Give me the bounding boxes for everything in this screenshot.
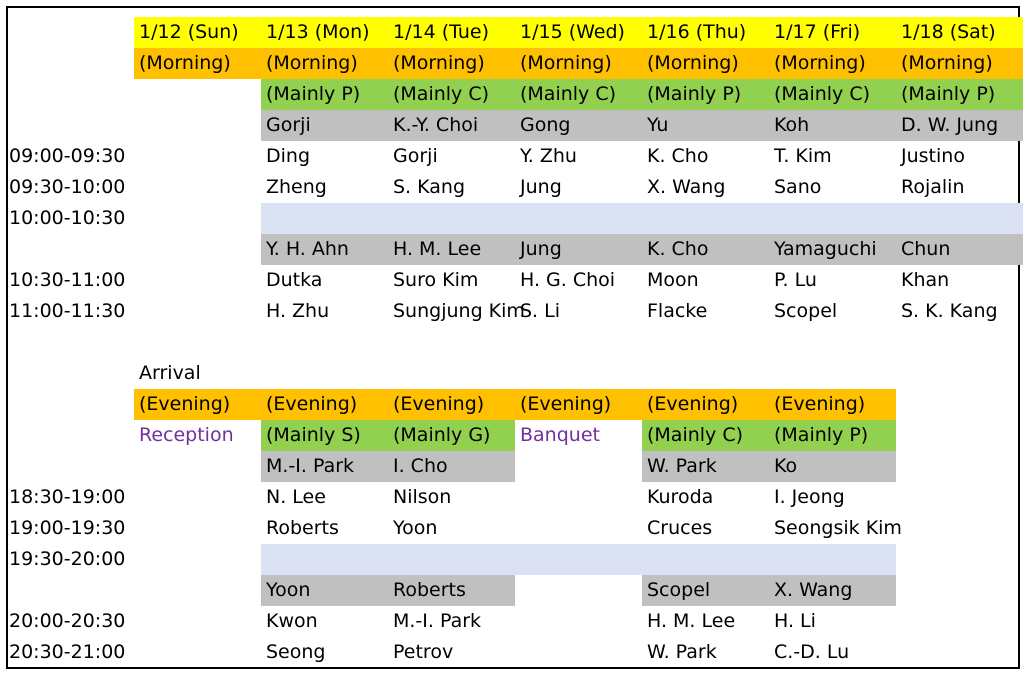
morning-chair-row-1 <box>8 110 1020 141</box>
session-topic: (Mainly G) <box>393 424 491 446</box>
session-topic: (Mainly P) <box>774 424 869 446</box>
speaker: Seong <box>266 641 326 663</box>
speaker: Rojalin <box>901 176 965 198</box>
speaker: T. Kim <box>774 145 832 167</box>
session-chair: Yamaguchi <box>774 238 877 260</box>
speaker: Kwon <box>266 610 318 632</box>
time-slot: 09:30-10:00 <box>9 176 126 198</box>
time-slot: 19:00-19:30 <box>9 517 126 539</box>
speaker: H. Zhu <box>266 300 330 322</box>
time-slot-row <box>8 141 1020 172</box>
speaker: Gorji <box>393 145 438 167</box>
speaker: Yoon <box>393 517 438 539</box>
speaker: H. Li <box>774 610 816 632</box>
speaker: Moon <box>647 269 699 291</box>
session-chair: M.-I. Park <box>266 455 355 477</box>
time-slot-row <box>8 265 1020 296</box>
session-chair: Roberts <box>393 579 466 601</box>
time-slot-row <box>8 606 1020 637</box>
time-slot: 20:00-20:30 <box>9 610 126 632</box>
speaker: W. Park <box>647 641 717 663</box>
session-chair: Gong <box>520 114 571 136</box>
evening-chair-row-2 <box>8 575 1020 606</box>
speaker: Kuroda <box>647 486 714 508</box>
time-slot: 20:30-21:00 <box>9 641 126 663</box>
session-chair: Yoon <box>266 579 311 601</box>
session-topic: (Mainly C) <box>647 424 744 446</box>
session-label: (Evening) <box>266 393 358 415</box>
speaker: Seongsik Kim <box>774 517 902 539</box>
session-chair: Yu <box>647 114 669 136</box>
speaker: Suro Kim <box>393 269 479 291</box>
cell-background <box>261 203 1023 234</box>
session-topic: (Mainly S) <box>266 424 361 446</box>
speaker: H. M. Lee <box>647 610 736 632</box>
session-chair: K.-Y. Choi <box>393 114 479 136</box>
session-chair: H. M. Lee <box>393 238 482 260</box>
time-slot: 18:30-19:00 <box>9 486 126 508</box>
speaker: S. Li <box>520 300 561 322</box>
session-label: (Morning) <box>139 52 231 74</box>
time-slot: 09:00-09:30 <box>9 145 126 167</box>
date-header: 1/17 (Fri) <box>774 21 861 43</box>
speaker: Y. Zhu <box>520 145 577 167</box>
time-slot: 11:00-11:30 <box>9 300 126 322</box>
speaker: K. Cho <box>647 145 709 167</box>
time-slot-row <box>8 513 1020 544</box>
session-chair: Y. H. Ahn <box>266 238 349 260</box>
session-label: (Evening) <box>520 393 612 415</box>
speaker: X. Wang <box>647 176 726 198</box>
arrival-label: Arrival <box>139 362 201 384</box>
speaker: Flacke <box>647 300 708 322</box>
speaker: S. Kang <box>393 176 466 198</box>
morning-chair-row-2 <box>8 234 1020 265</box>
session-topic: (Mainly P) <box>647 83 742 105</box>
time-slot: 10:30-11:00 <box>9 269 126 291</box>
time-slot-row <box>8 482 1020 513</box>
session-topic: (Mainly C) <box>774 83 871 105</box>
session-label: (Evening) <box>393 393 485 415</box>
session-label: (Evening) <box>139 393 231 415</box>
speaker: Dutka <box>266 269 323 291</box>
session-chair: W. Park <box>647 455 717 477</box>
speaker: S. K. Kang <box>901 300 998 322</box>
speaker: Nilson <box>393 486 452 508</box>
speaker: Petrov <box>393 641 454 663</box>
session-label: (Evening) <box>774 393 866 415</box>
date-header: 1/16 (Thu) <box>647 21 747 43</box>
session-label: (Evening) <box>647 393 739 415</box>
speaker: M.-I. Park <box>393 610 482 632</box>
time-slot-row <box>8 296 1020 327</box>
session-topic: (Mainly P) <box>901 83 996 105</box>
speaker: Khan <box>901 269 950 291</box>
speaker: Sungjung Kim <box>393 300 525 322</box>
session-chair: Ko <box>774 455 798 477</box>
morning-label-row <box>8 48 1020 79</box>
time-slot-row <box>8 172 1020 203</box>
date-header: 1/14 (Tue) <box>393 21 489 43</box>
session-label: (Morning) <box>647 52 739 74</box>
speaker: N. Lee <box>266 486 326 508</box>
date-header: 1/18 (Sat) <box>901 21 996 43</box>
speaker: Justino <box>901 145 965 167</box>
session-chair: Koh <box>774 114 810 136</box>
reception-label: Reception <box>139 424 234 446</box>
time-slot: 10:00-10:30 <box>9 207 126 229</box>
banquet-label: Banquet <box>520 424 600 446</box>
morning-topic-row <box>8 79 1020 110</box>
evening-label-row <box>8 389 1020 420</box>
speaker: P. Lu <box>774 269 817 291</box>
cell-background <box>261 544 896 575</box>
time-slot: 19:30-20:00 <box>9 548 126 570</box>
session-chair: I. Cho <box>393 455 448 477</box>
speaker: Roberts <box>266 517 339 539</box>
session-chair: Chun <box>901 238 951 260</box>
arrival-row <box>8 358 1020 389</box>
speaker: Zheng <box>266 176 327 198</box>
session-chair: Jung <box>520 238 562 260</box>
speaker: C.-D. Lu <box>774 641 850 663</box>
session-label: (Morning) <box>266 52 358 74</box>
session-label: (Morning) <box>774 52 866 74</box>
speaker: Scopel <box>774 300 838 322</box>
session-chair: X. Wang <box>774 579 853 601</box>
evening-chair-row-1 <box>8 451 1020 482</box>
session-topic: (Mainly P) <box>266 83 361 105</box>
coffee-break-row <box>8 203 1020 234</box>
evening-topic-row <box>8 420 1020 451</box>
date-header-row <box>8 17 1020 48</box>
date-header: 1/12 (Sun) <box>139 21 239 43</box>
speaker: Ding <box>266 145 311 167</box>
session-topic: (Mainly C) <box>520 83 617 105</box>
session-label: (Morning) <box>520 52 612 74</box>
evening-break-row <box>8 544 1020 575</box>
session-chair: Scopel <box>647 579 711 601</box>
speaker: Cruces <box>647 517 713 539</box>
session-chair: D. W. Jung <box>901 114 999 136</box>
session-label: (Morning) <box>901 52 993 74</box>
speaker: H. G. Choi <box>520 269 616 291</box>
speaker: Sano <box>774 176 822 198</box>
session-chair: K. Cho <box>647 238 709 260</box>
time-slot-row <box>8 637 1020 668</box>
session-chair: Gorji <box>266 114 311 136</box>
date-header: 1/13 (Mon) <box>266 21 370 43</box>
speaker: I. Jeong <box>774 486 845 508</box>
speaker: Jung <box>520 176 562 198</box>
session-label: (Morning) <box>393 52 485 74</box>
session-topic: (Mainly C) <box>393 83 490 105</box>
date-header: 1/15 (Wed) <box>520 21 625 43</box>
